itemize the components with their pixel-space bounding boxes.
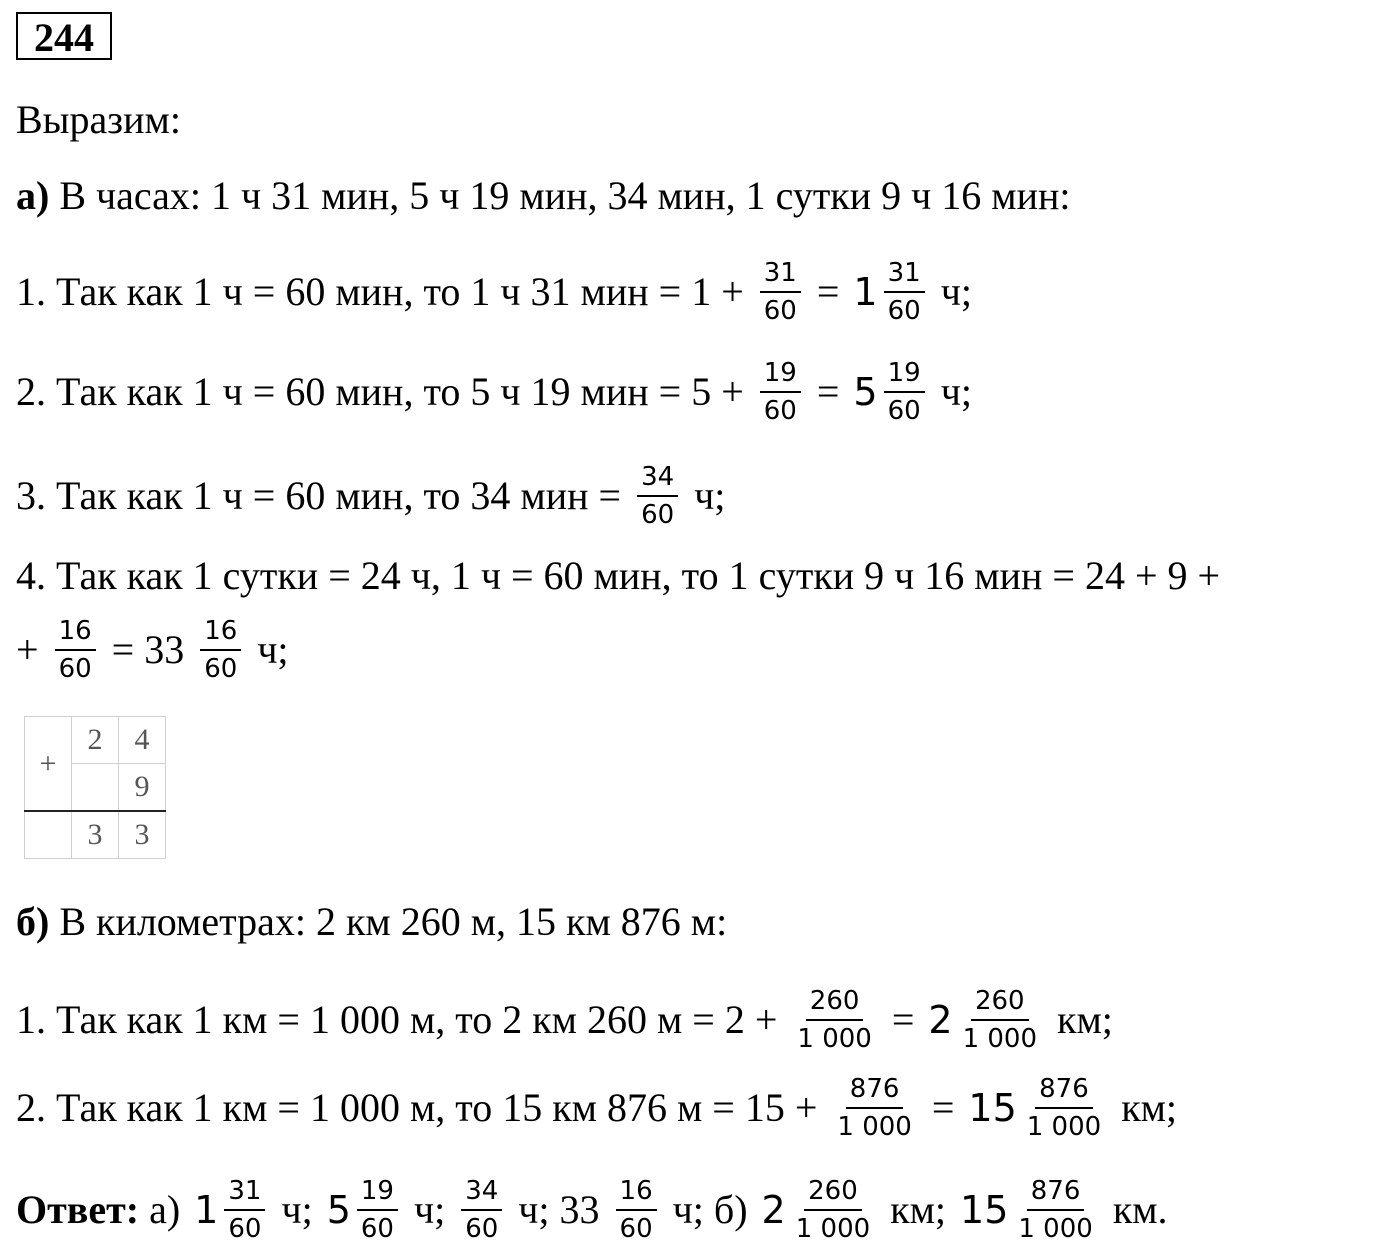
fraction [793,986,875,1054]
digit: 9 [119,764,166,812]
column-addition [24,716,166,859]
fraction [637,462,678,530]
digit: 3 [119,811,166,859]
step-text: 4. Так как 1 сутки = 24 ч, 1 ч = 60 мин, то 1 сутки 9 ч 16 мин = 24 + 9 + [16,553,1221,598]
numerator: 876 [1035,1074,1093,1109]
part-a-title: В часах: 1 ч 31 мин, 5 ч 19 мин, 34 мин, 1 сутки 9 ч 16 мин: [49,173,1071,218]
unit: ч; 33 [508,1187,610,1232]
fraction [959,986,1041,1054]
whole-part: 2 [928,998,953,1042]
numerator: 260 [971,986,1029,1021]
denominator: 60 [58,654,92,684]
numerator: 19 [884,358,925,393]
step-text: 2. Так как 1 ч = 60 мин, то 5 ч 19 мин = 5 + [16,369,754,414]
fraction [616,1176,657,1244]
step-text: 1. Так как 1 ч = 60 мин, то 1 ч 31 мин = 1 + [16,269,754,314]
unit: ч; [684,473,726,518]
unit: км; [880,1187,957,1232]
fraction [224,1176,265,1244]
fraction [760,358,801,426]
denominator: 1 000 [962,1024,1038,1054]
denominator: 1 000 [797,1024,872,1054]
denominator: 60 [763,296,797,326]
part-b-step-2 [16,1074,1177,1142]
unit: ч; [403,1187,456,1232]
denominator: 1 000 [1026,1112,1102,1142]
answer-line [16,1176,1168,1244]
part-a-step-4 [16,552,1220,600]
digit: 4 [119,717,166,764]
plus-sign: + [25,717,72,812]
numerator: 260 [804,1176,862,1211]
whole-part: 1 [194,1188,219,1232]
fraction [1014,1176,1096,1244]
digit: 3 [72,811,119,859]
denominator: 60 [887,296,921,326]
answer-a-prefix: а) [139,1187,191,1232]
numerator: 876 [846,1074,904,1109]
part-a-label: а) [16,173,50,218]
unit: км. [1102,1187,1168,1232]
part-b-heading [16,898,727,946]
unit: км; [1111,1085,1178,1130]
numerator: 34 [461,1176,502,1211]
numerator: 16 [200,616,241,651]
denominator: 60 [887,396,921,426]
denominator: 60 [619,1214,653,1244]
digit [72,764,119,812]
numerator: 16 [55,616,96,651]
numerator: 260 [806,986,864,1021]
part-a-heading [16,172,1071,220]
equals-sign: = [806,269,850,314]
fraction [357,1176,398,1244]
intro: Выразим: [16,97,181,142]
denominator: 1 000 [1018,1214,1093,1244]
denominator: 1 000 [837,1112,912,1142]
denominator: 60 [360,1214,394,1244]
numerator: 876 [1027,1176,1085,1211]
equals-sign: = [881,997,925,1042]
unit: км; [1047,997,1113,1042]
fraction [461,1176,502,1244]
part-b-label: б) [16,899,50,944]
denominator: 60 [641,500,675,530]
part-a-step-3 [16,462,725,530]
intro-text [16,96,181,144]
denominator: 1 000 [795,1214,871,1244]
unit: ч; [247,627,289,672]
problem-number: 244 [16,12,112,60]
numerator: 34 [637,462,678,497]
unit: ч; [930,269,972,314]
answer-label: Ответ: [16,1187,140,1232]
numerator: 31 [224,1176,265,1211]
denominator: 60 [763,396,797,426]
part-a-step-1 [16,258,972,326]
whole-part: 15 [968,1086,1017,1130]
whole-part: 5 [853,370,878,414]
part-a-step-4-continued [16,616,289,684]
whole-part: 1 [853,270,878,314]
step-text: 1. Так как 1 км = 1 000 м, то 2 км 260 м = 2 + [16,997,788,1042]
step-text: 2. Так как 1 км = 1 000 м, то 15 км 876 м = 15 + [16,1085,828,1130]
numerator: 19 [357,1176,398,1211]
denominator: 60 [465,1214,499,1244]
equals-sign: = [921,1085,965,1130]
unit: ч; [930,369,972,414]
equals-sign: = 33 [101,627,195,672]
part-a-step-2 [16,358,972,426]
whole-part: 2 [761,1188,786,1232]
digit: 2 [72,717,119,764]
fraction [884,358,925,426]
fraction [1023,1074,1105,1142]
fraction [200,616,241,684]
fraction [760,258,801,326]
part-b-step-1 [16,986,1113,1054]
numerator: 16 [616,1176,657,1211]
numerator: 31 [760,258,801,293]
unit: ч; [271,1187,323,1232]
part-b-title: В километрах: 2 км 260 м, 15 км 876 м: [49,899,728,944]
numerator: 19 [760,358,801,393]
denominator: 60 [204,654,238,684]
equals-sign: = [806,369,850,414]
fraction [884,258,925,326]
fraction [833,1074,915,1142]
numerator: 31 [884,258,925,293]
denominator: 60 [228,1214,262,1244]
whole-part: 5 [326,1188,351,1232]
plus-sign: + [16,627,49,672]
step-text: 3. Так как 1 ч = 60 мин, то 34 мин = [16,473,632,518]
fraction [55,616,96,684]
unit: ч; б) [662,1187,758,1232]
whole-part: 15 [960,1188,1009,1232]
fraction [792,1176,874,1244]
empty-cell [25,811,72,859]
